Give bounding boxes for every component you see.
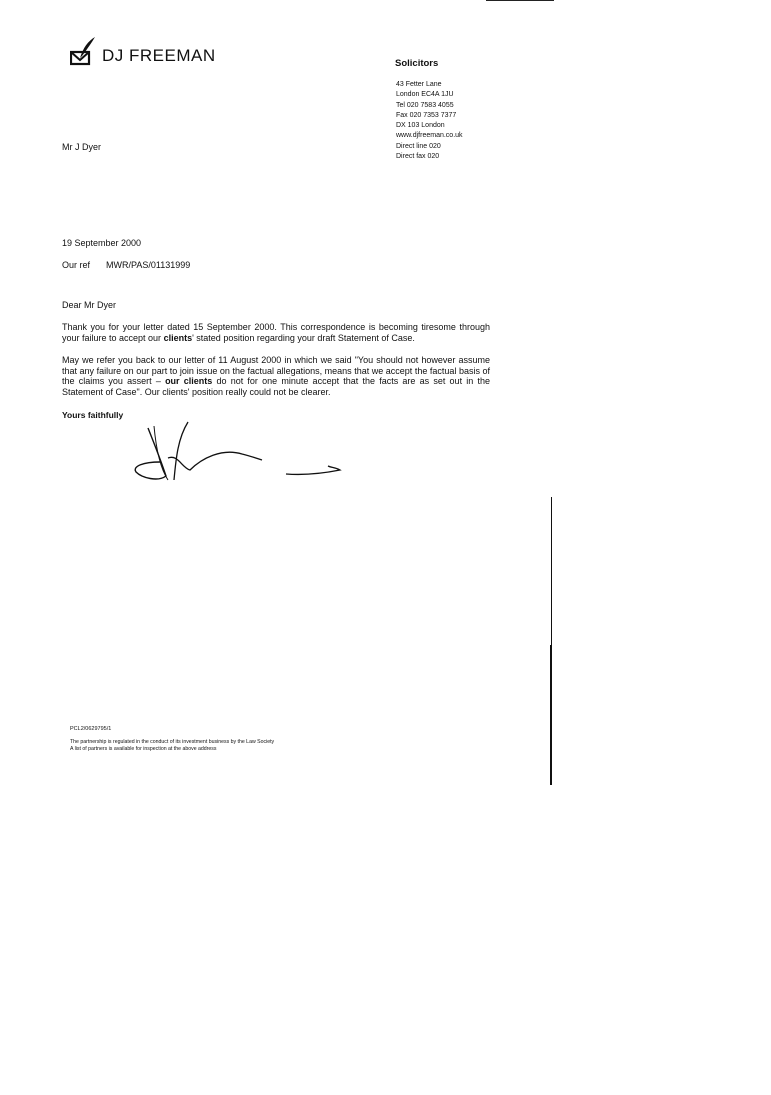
paragraph-text: do not for one minute accept that the facts are as set out in the Statement of Case". Our clients' position really could not be clearer. xyxy=(62,376,490,397)
body-paragraph-1 xyxy=(62,322,490,343)
our-reference xyxy=(62,260,190,270)
closing-line: Yours faithfully xyxy=(62,410,124,420)
letter-date: 19 September 2000 xyxy=(62,238,142,248)
paragraph-emphasis: clients xyxy=(163,332,193,343)
handwritten-signature xyxy=(130,418,360,488)
address-line: DX 103 London xyxy=(396,122,445,130)
quill-envelope-icon xyxy=(70,36,96,66)
body-paragraph-2 xyxy=(62,355,490,397)
document-reference: PCL2/0629795/1 xyxy=(70,726,112,732)
address-line: Tel 020 7583 4055 xyxy=(396,101,454,109)
reference-label: Our ref xyxy=(62,260,91,270)
address-line: London EC4A 1JU xyxy=(396,91,454,99)
page-edge-line xyxy=(550,645,552,785)
reference-value: MWR/PAS/01131999 xyxy=(106,260,191,270)
address-line: 43 Fetter Lane xyxy=(396,81,442,88)
address-block xyxy=(396,80,463,162)
recipient-name: Mr J Dyer xyxy=(62,142,101,152)
department-label: Solicitors xyxy=(395,58,439,69)
paragraph-emphasis: our clients xyxy=(165,376,213,386)
footer-line: A list of partners is available for inspection at the above address xyxy=(70,746,217,752)
footer-line: The partnership is regulated in the conduct of its investment business by the Law Society xyxy=(70,739,275,745)
address-line: Direct line 020 xyxy=(396,142,441,150)
page-edge-line xyxy=(551,497,552,647)
firm-logo xyxy=(70,36,216,66)
footer-notice xyxy=(70,739,274,753)
salutation: Dear Mr Dyer xyxy=(62,300,117,310)
address-line: www.djfreeman.co.uk xyxy=(396,132,463,140)
paragraph-text: ' stated position regarding your draft Statement of Case. xyxy=(192,332,415,343)
address-line: Fax 020 7353 7377 xyxy=(396,111,457,119)
firm-name: DJ FREEMAN xyxy=(102,46,216,65)
top-edge-rule xyxy=(486,0,554,1)
paragraph-text: Thank you for your letter dated 15 September 2000. This correspondence is becoming tiresome through your failure to accept our xyxy=(62,322,490,343)
paragraph-text: May we refer you back to our letter of 11 August 2000 in which we said "You should not however assume that any failure on our part to join issue on the factual allegations, means that we accept the factual basis of the claims you assert – xyxy=(62,355,490,386)
address-line: Direct fax 020 xyxy=(396,153,440,161)
